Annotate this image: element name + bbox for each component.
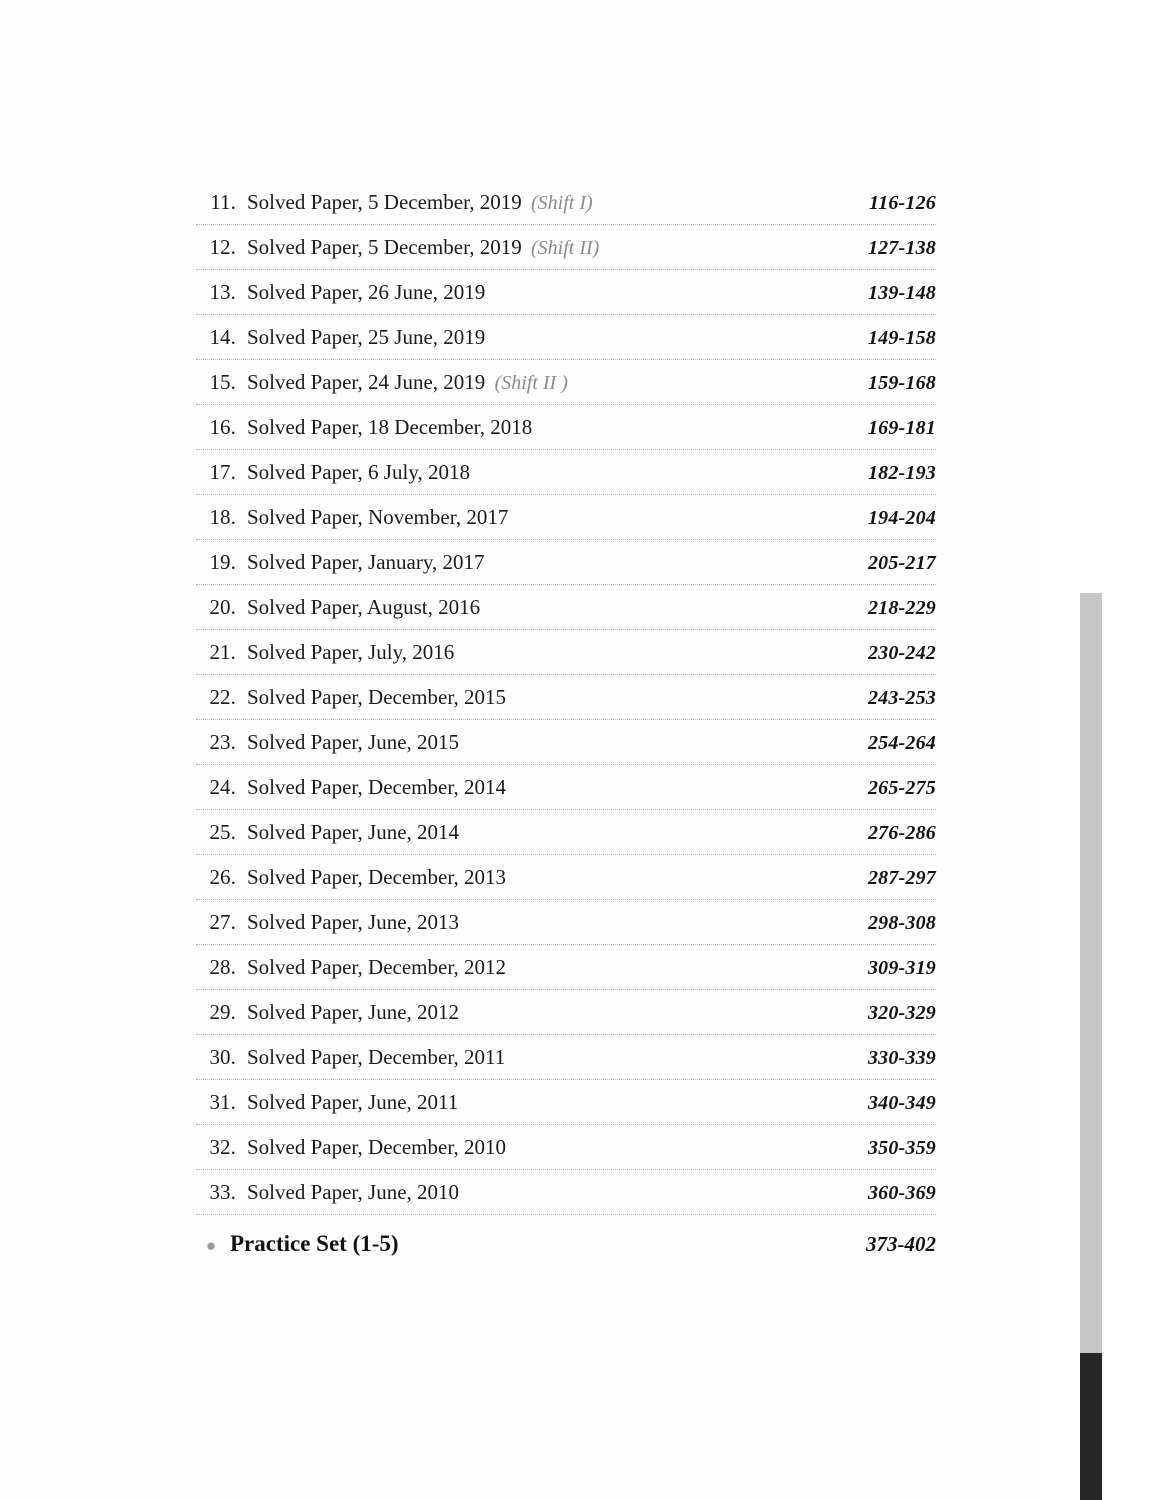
toc-entry-title-text: Solved Paper, June, 2015 bbox=[247, 730, 460, 754]
toc-entry-title-text: Solved Paper, 25 June, 2019 bbox=[247, 325, 486, 349]
toc-entry-title bbox=[236, 955, 786, 980]
toc-entry-title-text: Solved Paper, 6 July, 2018 bbox=[247, 460, 470, 484]
toc-entry-title-text: Solved Paper, 24 June, 2019 bbox=[247, 370, 486, 394]
toc-entry-title-text: Solved Paper, January, 2017 bbox=[247, 550, 485, 574]
toc-entry-row[interactable] bbox=[196, 720, 936, 765]
toc-entry-title bbox=[236, 325, 786, 350]
toc-entry-title bbox=[236, 505, 786, 530]
toc-entry-title bbox=[236, 685, 786, 710]
toc-entry-title-text: Solved Paper, June, 2011 bbox=[247, 1090, 459, 1114]
toc-entry-title-text: Solved Paper, 26 June, 2019 bbox=[247, 280, 486, 304]
toc-entry-title-text: Solved Paper, December, 2011 bbox=[247, 1045, 506, 1069]
toc-entry-number: 20. bbox=[209, 595, 236, 619]
table-of-contents bbox=[196, 180, 936, 1257]
toc-entry-title bbox=[236, 1090, 786, 1115]
toc-entry-page-range: 218-229 bbox=[867, 597, 936, 619]
toc-entry-title bbox=[236, 775, 786, 800]
toc-entry-row[interactable] bbox=[196, 1080, 936, 1125]
toc-entry-number: 28. bbox=[209, 955, 236, 979]
toc-entry-row[interactable] bbox=[196, 900, 936, 945]
toc-entry-number: 14. bbox=[209, 325, 236, 349]
toc-entry-page-range: 127-138 bbox=[867, 237, 936, 259]
toc-entry-row[interactable] bbox=[196, 855, 936, 900]
toc-entry-page-range: 182-193 bbox=[867, 462, 936, 484]
toc-entry-page-range: 139-148 bbox=[867, 282, 936, 304]
toc-entry-title bbox=[236, 865, 786, 890]
toc-entry-shift-note: (Shift I) bbox=[531, 192, 593, 214]
toc-entry-row[interactable] bbox=[196, 810, 936, 855]
toc-entry-row[interactable] bbox=[196, 405, 936, 450]
toc-entry-title-text: Solved Paper, June, 2012 bbox=[247, 1000, 460, 1024]
toc-entry-page-range: 350-359 bbox=[867, 1137, 936, 1159]
toc-entry-title bbox=[236, 820, 786, 845]
toc-entry-shift-note: (Shift II ) bbox=[494, 372, 568, 394]
toc-entry-page-range: 159-168 bbox=[867, 372, 936, 394]
toc-entry-title-text: Solved Paper, 18 December, 2018 bbox=[247, 415, 533, 439]
toc-entry-row[interactable] bbox=[196, 630, 936, 675]
toc-entry-page-range: 309-319 bbox=[867, 957, 936, 979]
toc-entry-page-range: 287-297 bbox=[867, 867, 936, 889]
toc-entry-row[interactable] bbox=[196, 990, 936, 1035]
toc-entry-row[interactable] bbox=[196, 450, 936, 495]
toc-entry-number: 32. bbox=[209, 1135, 236, 1159]
toc-entry-number: 23. bbox=[209, 730, 236, 754]
toc-entry-page-range: 243-253 bbox=[867, 687, 936, 709]
toc-entry-number: 22. bbox=[209, 685, 236, 709]
toc-entry-row[interactable] bbox=[196, 225, 936, 270]
toc-entry-title bbox=[236, 550, 786, 575]
toc-entry-title-text: Solved Paper, December, 2014 bbox=[247, 775, 506, 799]
toc-entry-page-range: 116-126 bbox=[869, 192, 936, 214]
toc-entry-page-range: 194-204 bbox=[867, 507, 936, 529]
toc-entry-number: 15. bbox=[209, 370, 236, 394]
toc-entry-page-range: 265-275 bbox=[867, 777, 936, 799]
toc-entry-page-range: 340-349 bbox=[867, 1092, 936, 1114]
toc-entry-title bbox=[236, 235, 786, 260]
toc-entry-title-text: Solved Paper, November, 2017 bbox=[247, 505, 509, 529]
toc-entry-number: 16. bbox=[209, 415, 236, 439]
toc-entry-number: 29. bbox=[209, 1000, 236, 1024]
toc-entry-title bbox=[236, 640, 786, 665]
toc-entry-title-text: Solved Paper, June, 2010 bbox=[247, 1180, 460, 1204]
toc-entry-number: 33. bbox=[209, 1180, 236, 1204]
toc-entry-number: 30. bbox=[209, 1045, 236, 1069]
toc-entry-title bbox=[236, 1180, 786, 1205]
toc-entry-row[interactable] bbox=[196, 315, 936, 360]
toc-entry-page-range: 298-308 bbox=[867, 912, 936, 934]
toc-entry-title-text: Solved Paper, December, 2012 bbox=[247, 955, 506, 979]
toc-entry-title bbox=[236, 910, 786, 935]
toc-entry-title-text: Solved Paper, 5 December, 2019 bbox=[247, 235, 522, 259]
toc-entry-page-range: 169-181 bbox=[867, 417, 936, 439]
toc-entry-number: 11. bbox=[210, 190, 236, 214]
toc-entry-title-text: Solved Paper, July, 2016 bbox=[247, 640, 455, 664]
toc-entry-number: 31. bbox=[209, 1090, 236, 1114]
toc-entry-title bbox=[236, 1135, 786, 1160]
toc-entry-number: 12. bbox=[209, 235, 236, 259]
toc-entry-title-text: Solved Paper, June, 2014 bbox=[247, 820, 460, 844]
toc-entry-number: 17. bbox=[209, 460, 236, 484]
toc-entry-page-range: 320-329 bbox=[867, 1002, 936, 1024]
toc-entry-number: 25. bbox=[209, 820, 236, 844]
toc-entry-row[interactable] bbox=[196, 675, 936, 720]
toc-entry-title bbox=[236, 1045, 786, 1070]
page-edge-dark-band bbox=[1080, 1353, 1102, 1500]
toc-entry-title bbox=[236, 595, 786, 620]
toc-entry-number: 26. bbox=[209, 865, 236, 889]
toc-entry-row[interactable] bbox=[196, 180, 936, 225]
toc-entry-row[interactable] bbox=[196, 270, 936, 315]
bullet-icon: ● bbox=[205, 1236, 217, 1255]
toc-entry-page-range: 276-286 bbox=[867, 822, 936, 844]
toc-entry-title bbox=[236, 190, 786, 215]
toc-entry-page-range: 360-369 bbox=[867, 1182, 936, 1204]
toc-entry-title bbox=[236, 370, 786, 395]
toc-entry-title-text: Solved Paper, August, 2016 bbox=[247, 595, 481, 619]
toc-entry-page-range: 230-242 bbox=[867, 642, 936, 664]
toc-entry-row[interactable] bbox=[196, 1035, 936, 1080]
toc-practice-set-page-range: 373-402 bbox=[866, 1232, 936, 1256]
toc-entry-title bbox=[236, 460, 786, 485]
toc-entry-row[interactable] bbox=[196, 765, 936, 810]
toc-entry-number: 18. bbox=[209, 505, 236, 529]
toc-entry-number: 24. bbox=[209, 775, 236, 799]
toc-practice-set-title: Practice Set (1-5) bbox=[230, 1231, 399, 1256]
scrollbar-thumb[interactable] bbox=[1080, 593, 1102, 1353]
toc-entry-title bbox=[236, 1000, 786, 1025]
toc-entry-number: 21. bbox=[209, 640, 236, 664]
toc-entry-shift-note: (Shift II) bbox=[531, 237, 600, 259]
toc-entry-row[interactable] bbox=[196, 585, 936, 630]
toc-practice-set-row[interactable] bbox=[196, 1215, 936, 1257]
toc-entry-title-text: Solved Paper, December, 2010 bbox=[247, 1135, 506, 1159]
toc-entry-row[interactable] bbox=[196, 1170, 936, 1215]
toc-entry-number: 27. bbox=[209, 910, 236, 934]
toc-entry-page-range: 330-339 bbox=[867, 1047, 936, 1069]
toc-entry-title bbox=[236, 415, 786, 440]
toc-entry-page-range: 205-217 bbox=[867, 552, 936, 574]
toc-entry-title-text: Solved Paper, June, 2013 bbox=[247, 910, 460, 934]
toc-entry-title bbox=[236, 730, 786, 755]
toc-entry-row[interactable] bbox=[196, 360, 936, 405]
toc-entry-row[interactable] bbox=[196, 540, 936, 585]
toc-entry-row[interactable] bbox=[196, 945, 936, 990]
toc-entry-title-text: Solved Paper, December, 2013 bbox=[247, 865, 506, 889]
toc-entry-title bbox=[236, 280, 786, 305]
toc-entry-title-text: Solved Paper, December, 2015 bbox=[247, 685, 506, 709]
toc-entry-row[interactable] bbox=[196, 495, 936, 540]
toc-entry-title-text: Solved Paper, 5 December, 2019 bbox=[247, 190, 522, 214]
toc-entry-page-range: 149-158 bbox=[867, 327, 936, 349]
toc-entry-number: 19. bbox=[209, 550, 236, 574]
toc-entry-row[interactable] bbox=[196, 1125, 936, 1170]
toc-entry-page-range: 254-264 bbox=[867, 732, 936, 754]
toc-entry-number: 13. bbox=[209, 280, 236, 304]
page-edge-strip bbox=[1040, 0, 1174, 1500]
